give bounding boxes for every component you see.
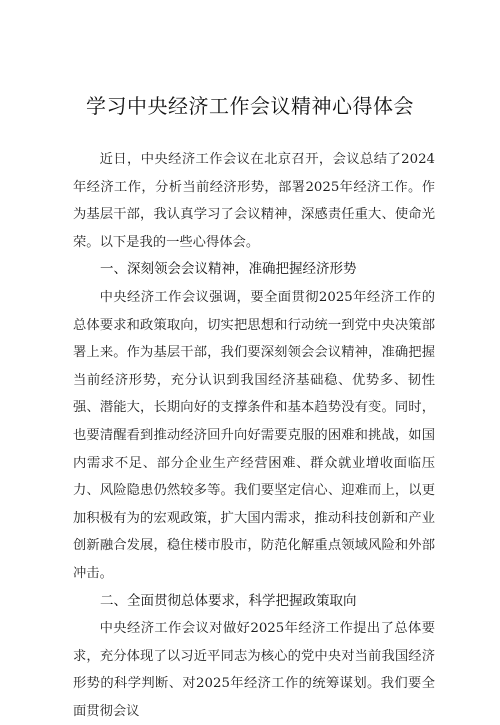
section-heading-2: 二、全面贯彻总体要求，科学把握政策取向 <box>100 592 357 609</box>
section-heading-1: 一、深刻领会会议精神，准确把握经济形势 <box>100 261 357 278</box>
document-body <box>73 146 435 725</box>
section-1-paragraph: 中央经济工作会议强调，要全面贯彻2025年经济工作的总体要求和政策取向，切实把思想和行动统一到党中央决策部署上来。作为基层干部，我们要深刻领会会议精神，准确把握当前经济形势，充分认识到我国经济基础稳、优势多、韧性强、潜能大，长期向好的支撑条件和基本趋势没有变。同时，也要清醒看到推动经济回升向好需要克服的困难和挑战，如国内需求不足、部分企业生产经营困难、群众就业增收面临压力、风险隐患仍然较多等。我们要坚定信心、迎难而上，以更加积极有为的宏观政策，扩大国内需求，推动科技创新和产业创新融合发展，稳住楼市股市，防范化解重点领域风险和外部冲击。 <box>73 289 435 581</box>
document-title: 学习中央经济工作会议精神心得体会 <box>86 94 414 118</box>
section-2-paragraph: 中央经济工作会议对做好2025年经济工作提出了总体要求，充分体现了以习近平同志为核心的党中央对当前我国经济形势的科学判断、对2025年经济工作的统筹谋划。我们要全面贯彻会议 <box>73 621 435 719</box>
intro-paragraph: 近日，中央经济工作会议在北京召开，会议总结了2024年经济工作，分析当前经济形势，部署2025年经济工作。作为基层干部，我认真学习了会议精神，深感责任重大、使命光荣。以下是我的一些心得体会。 <box>73 152 435 250</box>
